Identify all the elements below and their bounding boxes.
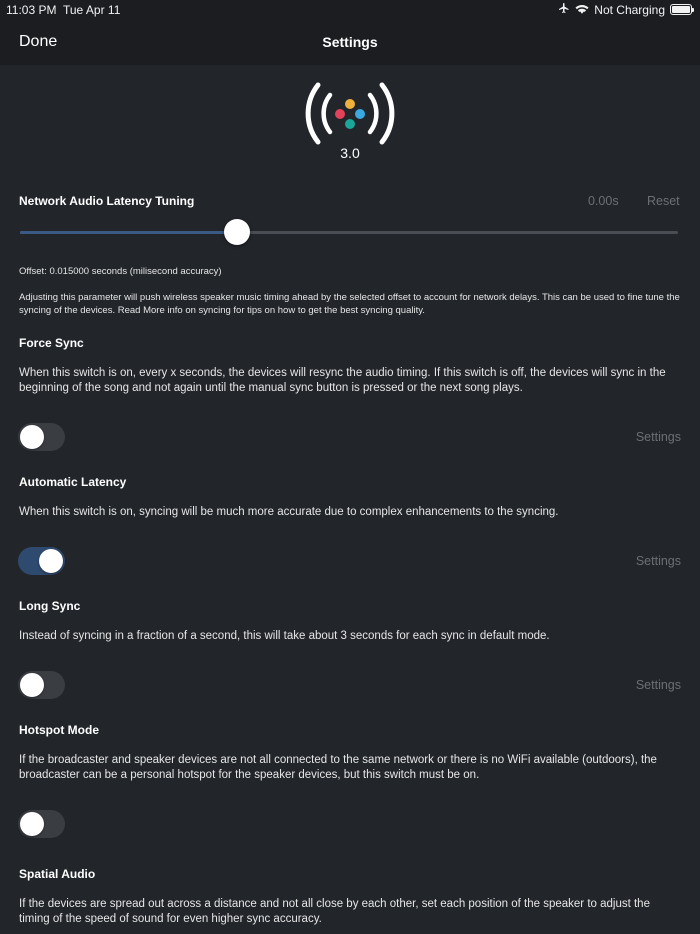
- latency-slider-track[interactable]: [20, 231, 678, 234]
- force-sync-toggle[interactable]: [18, 423, 65, 451]
- battery-icon: [670, 4, 692, 15]
- status-date: Tue Apr 11: [63, 3, 121, 17]
- latency-heading: Network Audio Latency Tuning: [19, 194, 195, 208]
- hotspot-mode-toggle[interactable]: [18, 810, 65, 838]
- toggle-knob: [39, 549, 63, 573]
- status-time: 11:03 PM: [6, 3, 57, 17]
- page-title: Settings: [322, 34, 378, 50]
- logo-dot-right: [355, 109, 365, 119]
- latency-value: 0.00s: [588, 194, 619, 208]
- status-right: [558, 2, 692, 17]
- toggle-knob: [20, 673, 44, 697]
- force-sync-heading: Force Sync: [19, 336, 84, 350]
- outer-wave-left: [308, 85, 318, 142]
- logo-dot-left: [335, 109, 345, 119]
- automatic-latency-description: When this switch is on, syncing will be much more accurate due to complex enhancements to the syncing.: [19, 506, 559, 518]
- wifi-icon: [575, 3, 589, 17]
- long-sync-heading: Long Sync: [19, 599, 81, 613]
- toggle-knob: [20, 425, 44, 449]
- inner-wave-left: [324, 95, 330, 132]
- latency-description: Adjusting this parameter will push wireless speaker music timing ahead by the selected offset to account for network delays. This can be used to fine tune the syncing of the devices. Read More info on syncing for tips on how to get the best syncing quality.: [19, 292, 680, 316]
- app-logo-icon: [300, 80, 400, 150]
- latency-slider-thumb[interactable]: [224, 219, 250, 245]
- nav-bar: [0, 20, 700, 65]
- spatial-audio-heading: Spatial Audio: [19, 867, 96, 881]
- reset-button[interactable]: Reset: [647, 194, 680, 208]
- charging-status: Not Charging: [594, 2, 665, 17]
- force-sync-settings-button[interactable]: Settings: [635, 430, 681, 444]
- long-sync-toggle[interactable]: [18, 671, 65, 699]
- inner-wave-right: [370, 95, 376, 132]
- status-bar: [0, 0, 700, 20]
- toggle-knob: [20, 812, 44, 836]
- hotspot-mode-heading: Hotspot Mode: [19, 723, 99, 737]
- airplane-icon: [558, 2, 570, 17]
- automatic-latency-heading: Automatic Latency: [19, 475, 127, 489]
- long-sync-description: Instead of syncing in a fraction of a second, this will take about 3 seconds for each sync in default mode.: [19, 630, 550, 642]
- app-version: 3.0: [340, 145, 360, 161]
- logo-dot-top: [345, 99, 355, 109]
- done-button[interactable]: Done: [19, 33, 58, 50]
- logo-dot-bottom: [345, 119, 355, 129]
- automatic-latency-toggle[interactable]: [18, 547, 65, 575]
- spatial-audio-description: If the devices are spread out across a distance and not all close by each other, set each position of the speaker to adjust the timing of the speed of sound for even higher sync accuracy.: [19, 898, 650, 925]
- outer-wave-right: [382, 85, 392, 142]
- long-sync-settings-button[interactable]: Settings: [635, 678, 681, 692]
- latency-offset-text: Offset: 0.015000 seconds (milisecond accuracy): [19, 266, 222, 277]
- latency-slider-fill: [20, 231, 237, 234]
- automatic-latency-settings-button[interactable]: Settings: [635, 554, 681, 568]
- hotspot-mode-description: If the broadcaster and speaker devices are not all connected to the same network or there is no WiFi available (outdoors), the broadcaster can be a personal hotspot for the speaker devices, but this switch must be on.: [19, 754, 657, 781]
- force-sync-description: When this switch is on, every x seconds, the devices will resync the audio timing. If this switch is off, the devices will sync in the beginning of the song and not again until the manual sync button is pressed or the next song plays.: [19, 367, 666, 394]
